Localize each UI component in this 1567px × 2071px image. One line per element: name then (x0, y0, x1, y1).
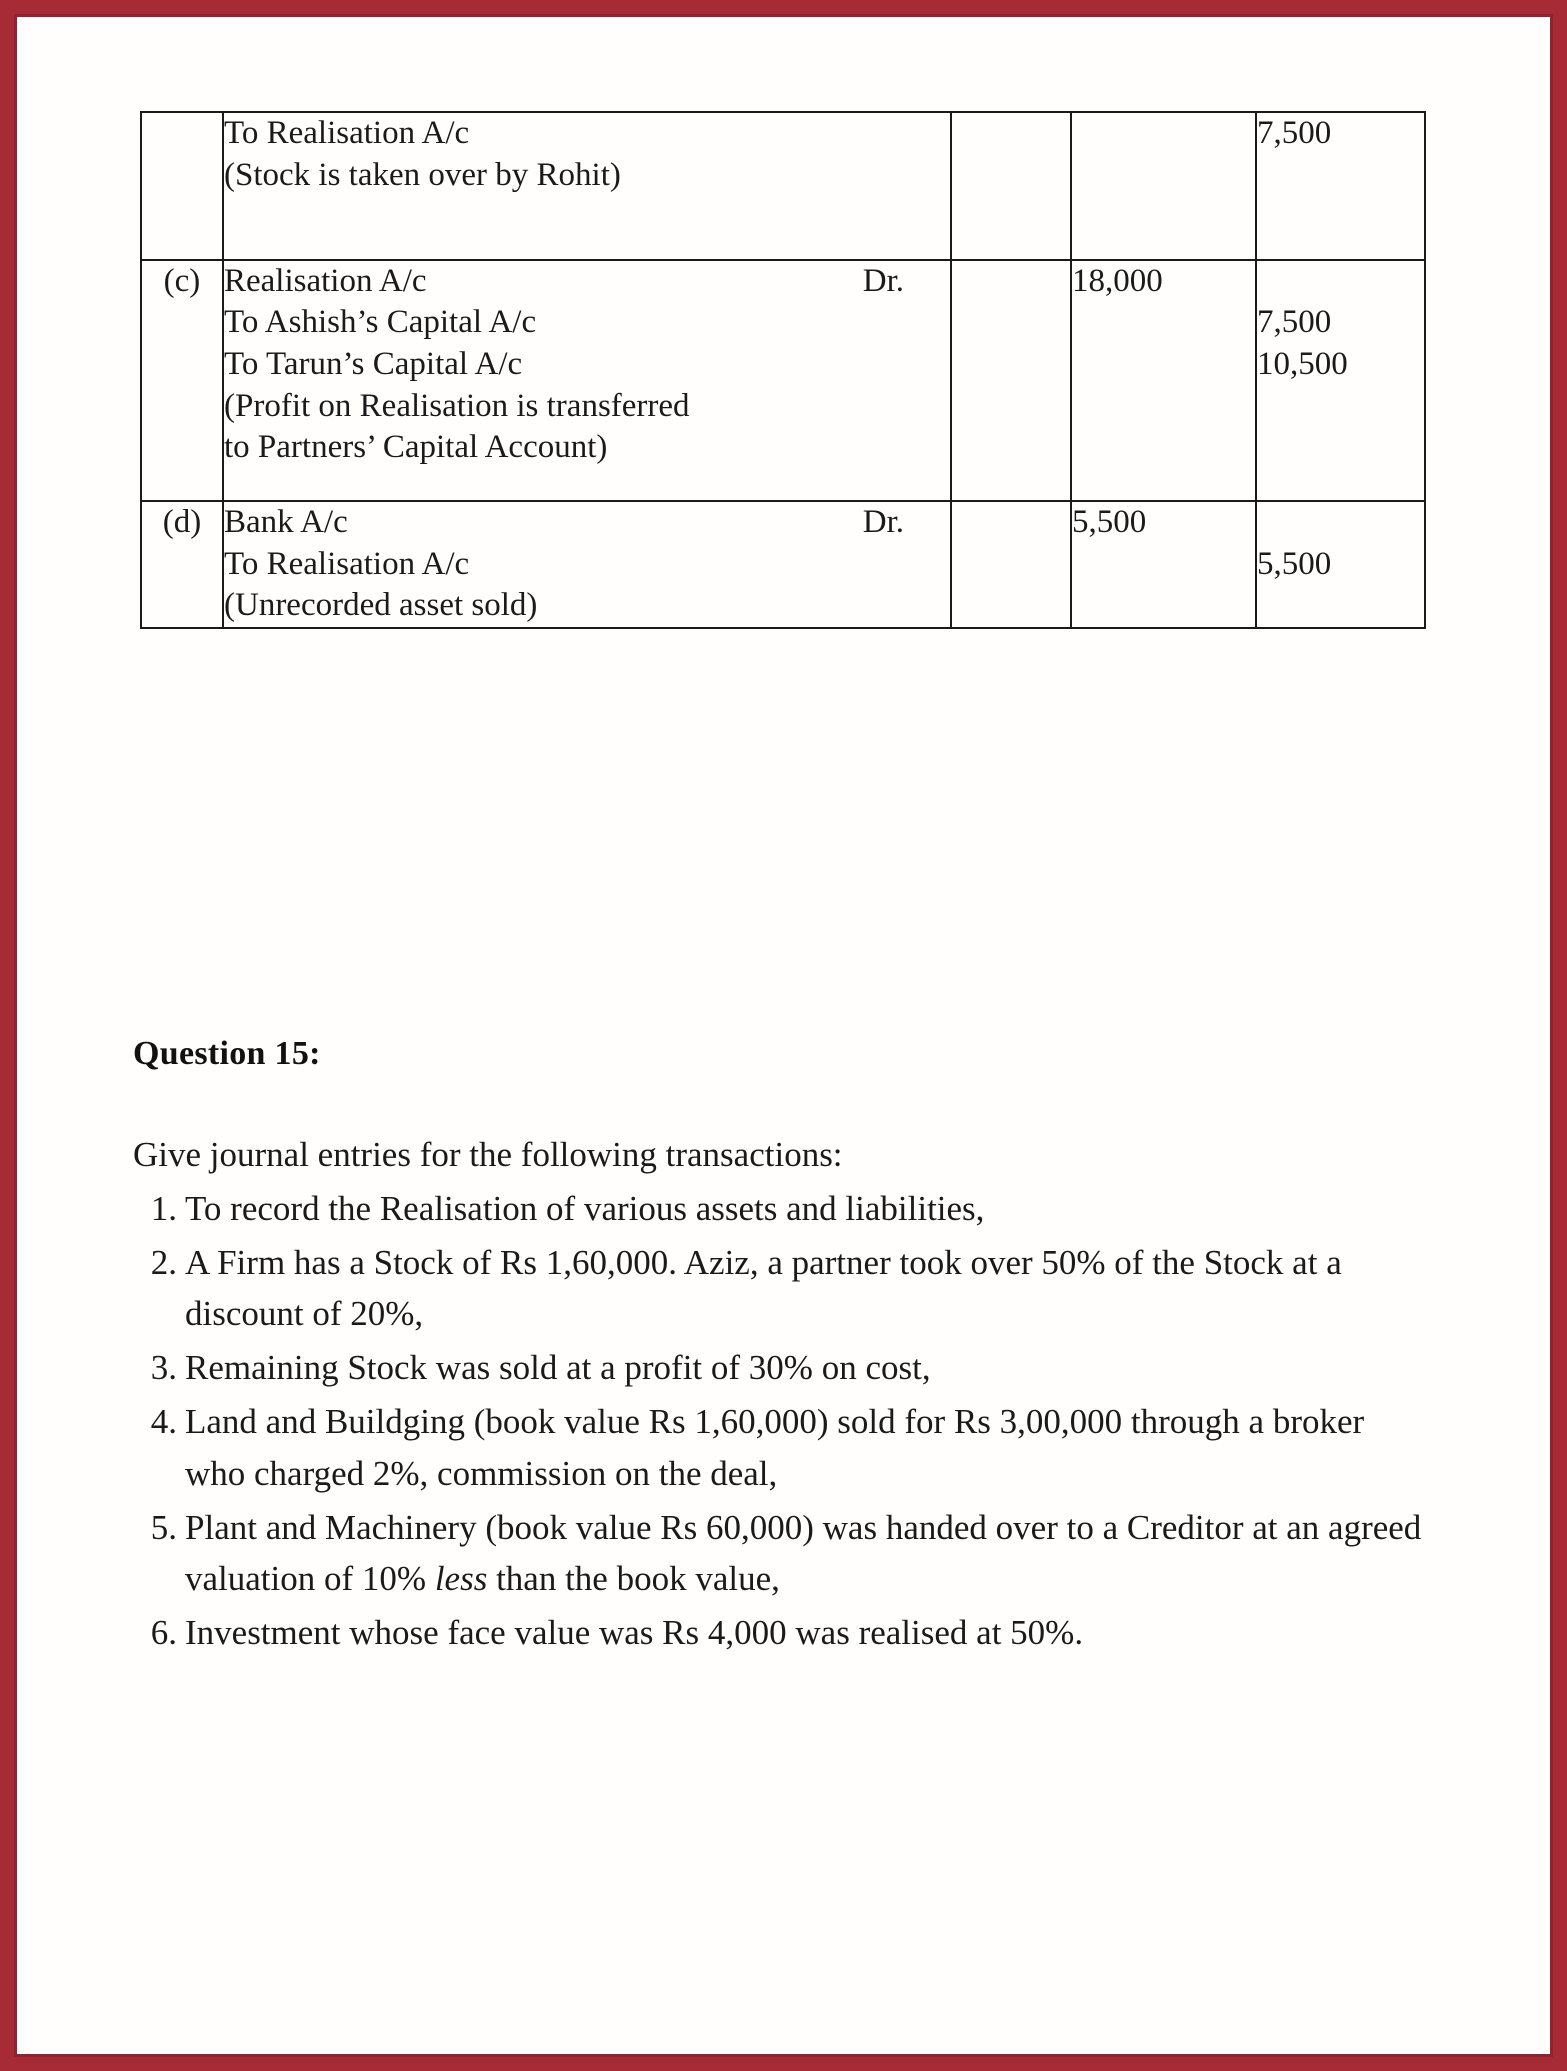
journal-entries-table (140, 111, 1426, 629)
list-item-text (185, 1502, 1423, 1606)
row-debit-cell (1071, 260, 1256, 501)
particulars-text: Bank A/c (224, 504, 348, 541)
list-item-text: Land and Buildging (book value Rs 1,60,000) sold for Rs 3,00,000 through a broker who charged 2%, commission on the deal, (185, 1401, 1365, 1493)
list-item-text-before-emphasis: Plant and Machinery (book value Rs 60,000) was handed over to a Creditor at an agreed valuation of 10% (185, 1507, 1422, 1599)
row-particulars-cell (223, 112, 951, 260)
list-item-marker: 6. (150, 1613, 177, 1653)
list-item-marker: 1. (150, 1188, 177, 1228)
row-ref-label: (c) (163, 262, 201, 299)
question-intro-text: Give journal entries for the following transactions: (133, 1135, 843, 1174)
row-spacer (224, 196, 950, 227)
debit-credit-marker: Dr. (862, 504, 904, 541)
table-row (141, 260, 1425, 501)
row-credit-cell (1256, 112, 1425, 260)
question-item-list (133, 1183, 1423, 1659)
list-item-marker: 2. (150, 1242, 177, 1282)
list-item-marker: 3. (150, 1348, 177, 1388)
row-particulars-cell (223, 501, 951, 628)
credit-amount: 10,500 (1257, 346, 1348, 382)
row-particulars-cell (223, 260, 951, 501)
list-item (133, 1607, 1423, 1659)
table-row (141, 501, 1425, 628)
list-item-text: Remaining Stock was sold at a profit of 30% on cost, (185, 1348, 931, 1388)
list-item-text: A Firm has a Stock of Rs 1,60,000. Aziz, a partner took over 50% of the Stock at a discount of 20%, (185, 1242, 1342, 1334)
row-debit-cell (1071, 112, 1256, 260)
particulars-line: To Ashish’s Capital A/c (224, 304, 537, 341)
particulars-line: To Realisation A/c (224, 115, 470, 151)
list-item (133, 1237, 1423, 1341)
particulars-line: (Profit on Realisation is transferred (224, 387, 690, 424)
row-credit-cell (1256, 260, 1425, 501)
question-heading: Question 15: (133, 1035, 321, 1072)
row-ref-cell (141, 260, 223, 501)
particulars-line: to Partners’ Capital Account) (224, 429, 608, 466)
debit-amount: 5,500 (1072, 504, 1147, 541)
credit-amount: 7,500 (1257, 115, 1332, 151)
list-item (133, 1502, 1423, 1606)
particulars-line (224, 502, 950, 544)
credit-amount: 5,500 (1257, 545, 1332, 582)
row-ref-label: (d) (162, 504, 202, 541)
row-ledger-folio-cell (951, 260, 1071, 501)
list-item-marker: 4. (150, 1401, 177, 1441)
question-body (133, 1129, 1423, 1661)
list-item (133, 1342, 1423, 1394)
particulars-line (224, 261, 950, 303)
particulars-text: Realisation A/c (224, 262, 427, 299)
list-item-marker: 5. (150, 1507, 177, 1547)
credit-amount: 7,500 (1257, 304, 1332, 341)
particulars-line: To Realisation A/c (224, 545, 470, 582)
page-content-area (21, 21, 1546, 2050)
particulars-line: To Tarun’s Capital A/c (224, 346, 523, 382)
particulars-line: (Stock is taken over by Rohit) (224, 156, 621, 193)
emphasised-word: less (434, 1559, 488, 1599)
row-debit-cell (1071, 501, 1256, 628)
list-item-text: To record the Realisation of various assets and liabilities, (185, 1188, 985, 1228)
list-item-text: Investment whose face value was Rs 4,000 was realised at 50%. (185, 1613, 1084, 1653)
row-ref-cell (141, 501, 223, 628)
debit-amount: 18,000 (1072, 262, 1163, 299)
row-spacer (224, 228, 950, 259)
table-row (141, 112, 1425, 260)
list-item-text-after-emphasis: than the book value, (487, 1559, 780, 1599)
particulars-line: (Unrecorded asset sold) (224, 587, 538, 624)
debit-credit-marker: Dr. (862, 262, 904, 299)
page-border-frame (14, 14, 1553, 2057)
row-credit-cell (1256, 501, 1425, 628)
list-item (133, 1183, 1423, 1235)
row-ref-cell (141, 112, 223, 260)
row-spacer (224, 469, 950, 500)
row-ledger-folio-cell (951, 112, 1071, 260)
list-item (133, 1396, 1423, 1500)
row-ledger-folio-cell (951, 501, 1071, 628)
